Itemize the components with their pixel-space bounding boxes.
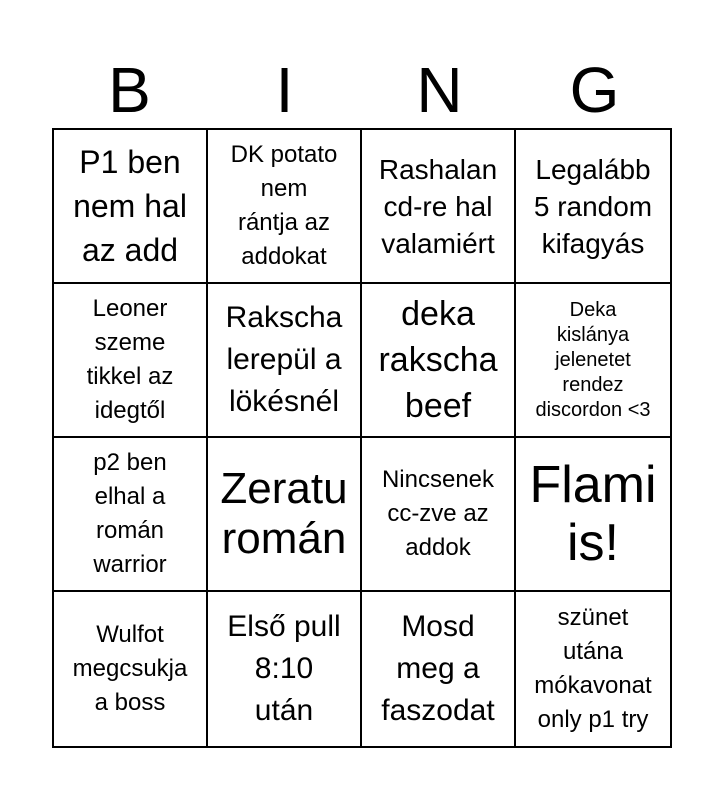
bingo-cell-9[interactable] (54, 438, 208, 592)
cell-text: Leoner szeme tikkel az idegtől (86, 295, 174, 424)
cell-text: Flami is! (529, 456, 657, 572)
bingo-cell-5[interactable] (54, 284, 208, 438)
bingo-cell-2[interactable] (208, 130, 362, 284)
bingo-cell-4[interactable] (516, 130, 670, 284)
cell-text: DK potato nem rántja az addokat (230, 141, 338, 270)
cell-text: deka rakscha beef (378, 295, 498, 425)
bingo-cell-6[interactable] (208, 284, 362, 438)
title-letter-b: B (108, 54, 151, 126)
cell-text: Rakscha lerepül a lökésnél (225, 301, 343, 418)
cell-text: Legalább 5 random kifagyás (533, 153, 653, 259)
cell-text: p2 ben elhal a román warrior (93, 449, 167, 578)
bingo-cell-16[interactable] (516, 592, 670, 746)
cell-text: Mosd meg a faszodat (381, 610, 495, 727)
bingo-cell-10[interactable] (208, 438, 362, 592)
cell-text: Wulfot megcsukja a boss (72, 621, 188, 716)
bingo-cell-3[interactable] (362, 130, 516, 284)
bingo-cell-13[interactable] (54, 592, 208, 746)
bingo-cell-14[interactable] (208, 592, 362, 746)
cell-text: szünet utána mókavonat only p1 try (534, 604, 652, 733)
cell-text: Rashalan cd-re hal valamiért (378, 153, 498, 259)
bingo-cell-11[interactable] (362, 438, 516, 592)
title-letter-i: I (275, 54, 294, 126)
bingo-grid (52, 128, 672, 748)
bingo-cell-7[interactable] (362, 284, 516, 438)
bingo-cell-8[interactable] (516, 284, 670, 438)
bingo-cell-1[interactable] (54, 130, 208, 284)
bingo-cell-15[interactable] (362, 592, 516, 746)
title-letter-g: G (569, 54, 620, 126)
cell-text: Első pull 8:10 után (227, 610, 341, 727)
bingo-cell-12[interactable] (516, 438, 670, 592)
cell-text: Deka kislánya jelenetet rendez discordon <3 (535, 298, 651, 421)
cell-text: P1 ben nem hal az add (73, 144, 187, 268)
title-letter-n: N (416, 54, 463, 126)
cell-text: Zeratu román (220, 464, 348, 563)
cell-text: Nincsenek cc-zve az addok (381, 466, 495, 561)
bingo-title (52, 52, 672, 128)
